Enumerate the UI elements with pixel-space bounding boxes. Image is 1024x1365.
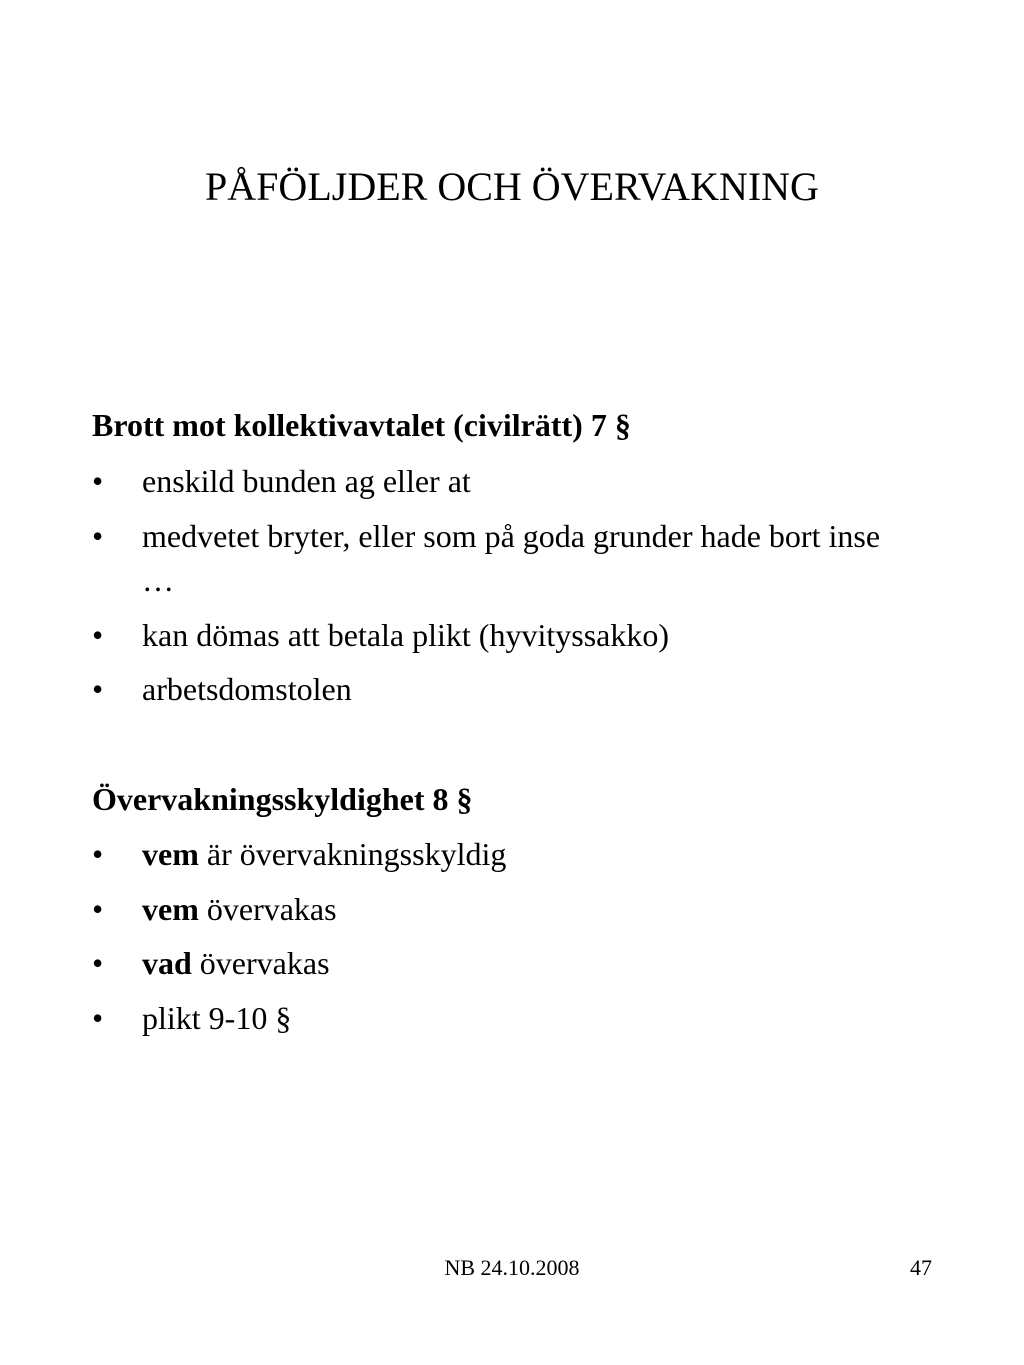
list-item <box>92 887 912 931</box>
list-item-text <box>142 941 912 985</box>
list-item <box>92 613 912 657</box>
list-item-text: plikt 9-10 § <box>142 1000 292 1036</box>
bullet-icon: • <box>92 1000 104 1036</box>
list-item-text: medvetet bryter, eller som på goda grunder hade bort inse … <box>142 518 881 598</box>
list-item <box>92 667 912 711</box>
bullet-icon: • <box>92 671 104 707</box>
bullet-icon: • <box>92 945 104 981</box>
list-item-rest: är övervakningsskyldig <box>198 836 507 872</box>
list-item-rest: övervakas <box>191 945 330 981</box>
list-item-text <box>142 887 912 931</box>
list-item <box>92 459 912 503</box>
list-item-rest: övervakas <box>198 891 337 927</box>
list-item-text: enskild bunden ag eller at <box>142 463 471 499</box>
list-item-text: arbetsdomstolen <box>142 671 352 707</box>
list-item-text: kan dömas att betala plikt (hyvityssakko) <box>142 617 669 653</box>
section-heading-brott: Brott mot kollektivavtalet (civilrätt) 7 § <box>92 407 631 443</box>
list-item-keyword: vem <box>142 891 199 927</box>
list-item <box>92 514 912 602</box>
list-item <box>92 941 912 985</box>
list-item-text <box>142 832 912 876</box>
section-heading-overvakning: Övervakningsskyldighet 8 § <box>92 781 473 817</box>
list-item <box>92 996 912 1040</box>
bullet-icon: • <box>92 891 104 927</box>
list-item-keyword: vem <box>142 836 199 872</box>
bullet-icon: • <box>92 617 104 653</box>
list-item <box>92 832 912 876</box>
bullet-icon: • <box>92 518 104 554</box>
slide-title: PÅFÖLJDER OCH ÖVERVAKNING <box>205 164 819 209</box>
bullet-icon: • <box>92 836 104 872</box>
page-number: 47 <box>910 1255 932 1280</box>
footer-date: NB 24.10.2008 <box>444 1255 580 1280</box>
bullet-icon: • <box>92 463 104 499</box>
list-item-keyword: vad <box>142 945 192 981</box>
